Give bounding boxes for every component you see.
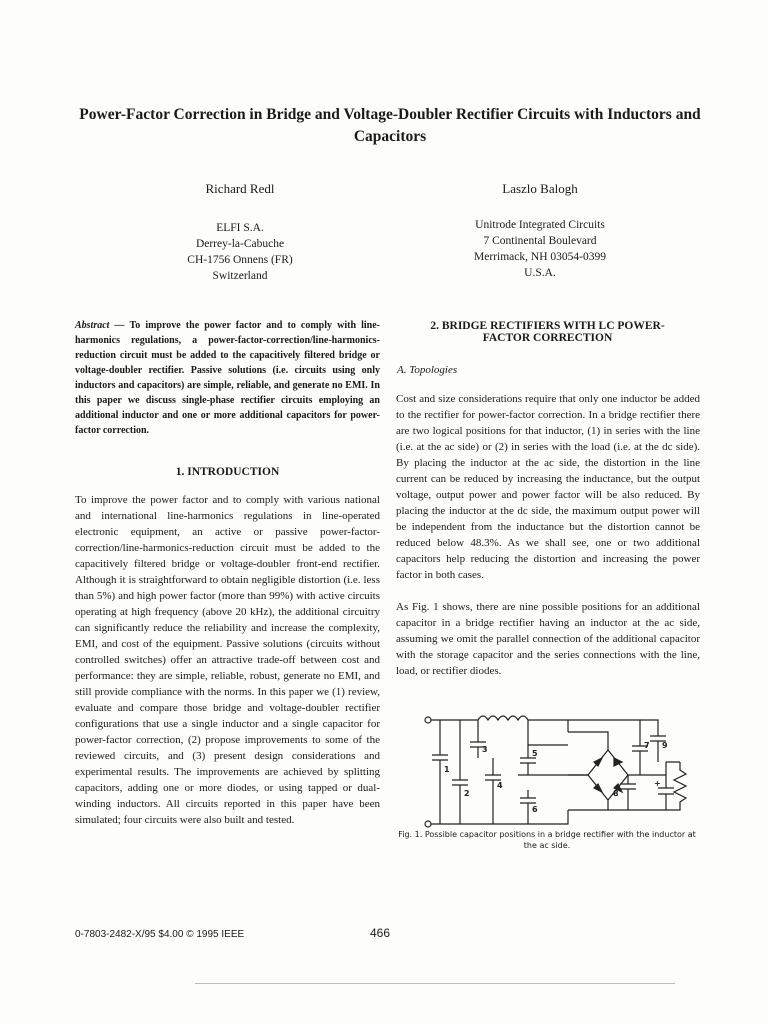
cap-label-6: 6 bbox=[532, 805, 538, 814]
load-resistor-icon bbox=[666, 762, 686, 810]
paper-title: Power-Factor Correction in Bridge and Voltage-Doubler Rectifier Circuits with Inductors and Capacitors bbox=[79, 106, 701, 145]
diode-icon bbox=[594, 758, 622, 792]
author-name-1: Richard Redl bbox=[205, 181, 275, 196]
affiliation-line: U.S.A. bbox=[524, 267, 556, 279]
section-2-heading-line: 2. BRIDGE RECTIFIERS WITH LC POWER- bbox=[430, 320, 665, 332]
cap-label-1: 1 bbox=[444, 765, 450, 774]
wire bbox=[431, 810, 568, 824]
author-affiliation-2 bbox=[440, 217, 640, 281]
section-2-paragraph-1: Cost and size considerations require that only one inductor be added to the rectifier for power-factor correction. In a bridge rectifier there are two logical positions for that inductor, (1) in series with the line (i.e. at the ac side) or (2) in series with the load (i.e. at the dc side). By placing the inductor at the ac side, the distortion in the line current can be reduced by increasing the inductance, but the output voltage, output power and power factor will be also reduced. By placing the inductor at the dc side, the maximum output power will be independent from the inductance but the distortion cannot be reduced below 48.3%. As we shall see, one or two additional capacitors help reducing the distortion and increasing the power factor in both cases. bbox=[396, 393, 700, 581]
cap-label-2: 2 bbox=[464, 789, 470, 798]
wire bbox=[568, 732, 666, 775]
polarity-label: + bbox=[654, 779, 661, 788]
terminal-icon bbox=[425, 821, 431, 827]
section-1-text: To improve the power factor and to comply with various national and international line-harmonics regulations in line-operated electronic equipment, an active or passive power-factor-correction/line-harmonics-reduction circuit must be added to the capacitively filtered bridge or voltage-doubler front-end rectifier. Although it is straightforward to obtain negligible distortion (i.e. less than 5%) and high power factor (more than 99%) with active circuits operating at high frequency (above 20 kHz), the additional circuitry can significantly reduce the reliability and increase the complexity, EMI, and cost of the equipment. Passive solutions (circuits without controlled switches) offer an attractive trade-off between cost and performance: they are simple, reliable, robust, generate no EMI, and still provide compliance with the norms. In this paper we (1) review, evaluate and compare those bridge and voltage-doubler rectifier configurations that use a single inductor and a single capacitor for power-factor correction, (2) propose improvements to some of the reviewed circuits, and (3) present design considerations and experimental results. The improvements are achieved by splitting capacitors, adding one or more diodes, or using tapped or dual-winding inductors. All circuits reported in this paper have been simulated; four circuits were also built and tested. bbox=[75, 494, 380, 826]
affiliation-line: CH-1756 Onnens (FR) bbox=[187, 254, 293, 266]
section-1-heading: 1. INTRODUCTION bbox=[175, 466, 280, 478]
section-2-heading-line: FACTOR CORRECTION bbox=[482, 332, 613, 344]
wire bbox=[568, 720, 640, 740]
cap-label-5: 5 bbox=[532, 749, 538, 758]
abstract-lead: Abstract — bbox=[75, 320, 125, 331]
capacitor-icon bbox=[485, 758, 501, 824]
terminal-icon bbox=[425, 717, 431, 723]
footer-copyright: 0-7803-2482-X/95 $4.00 © 1995 IEEE bbox=[75, 929, 245, 940]
author-affiliation-1 bbox=[150, 220, 330, 284]
cap-label-4: 4 bbox=[497, 781, 503, 790]
inductor-icon bbox=[431, 716, 568, 720]
affiliation-line: Merrimack, NH 03054-0399 bbox=[474, 251, 606, 263]
cap-label-8: 8 bbox=[613, 789, 619, 798]
capacitor-icon bbox=[452, 720, 468, 824]
figure-1-caption: Fig. 1. Possible capacitor positions in a bridge rectifier with the inductor at the ac side. bbox=[398, 830, 696, 850]
divider bbox=[195, 983, 675, 984]
abstract-text: To improve the power factor and to comply with line-harmonics regulations, a power-factor-correction/line-harmonics-reduction circuit must be added to the capacitively filtered bridge or voltage-doubler rectifier. Passive solutions (i.e. circuits using only inductors and capacitors) are simple, reliable, and generate no EMI. In this paper we discuss single-phase rectifier circuits employing an additional inductor and one or more additional capacitors for power-factor correction. bbox=[75, 320, 381, 436]
affiliation-line: Derrey-la-Cabuche bbox=[195, 238, 285, 250]
affiliation-line: ELFI S.A. bbox=[216, 222, 264, 234]
page-number: 466 bbox=[370, 926, 391, 940]
cap-label-3: 3 bbox=[482, 745, 488, 754]
section-2-heading bbox=[395, 320, 700, 344]
figure-1-circuit bbox=[418, 700, 698, 830]
subsection-a-heading: A. Topologies bbox=[397, 364, 458, 376]
affiliation-line: 7 Continental Boulevard bbox=[483, 235, 597, 247]
abstract bbox=[75, 318, 380, 438]
section-2-paragraph-2: As Fig. 1 shows, there are nine possible positions for an additional capacitor in a bridge rectifier having an inductor at the ac side, assuming we omit the parallel connection of the additional capacitor with the storage capacitor and the series connections with the line, load, or rectifier diodes. bbox=[396, 601, 700, 677]
affiliation-line: Unitrode Integrated Circuits bbox=[475, 219, 605, 231]
author-name-2: Laszlo Balogh bbox=[502, 181, 578, 196]
affiliation-line: Switzerland bbox=[212, 270, 268, 282]
cap-label-9: 9 bbox=[662, 741, 668, 750]
cap-label-7: 7 bbox=[644, 741, 650, 750]
